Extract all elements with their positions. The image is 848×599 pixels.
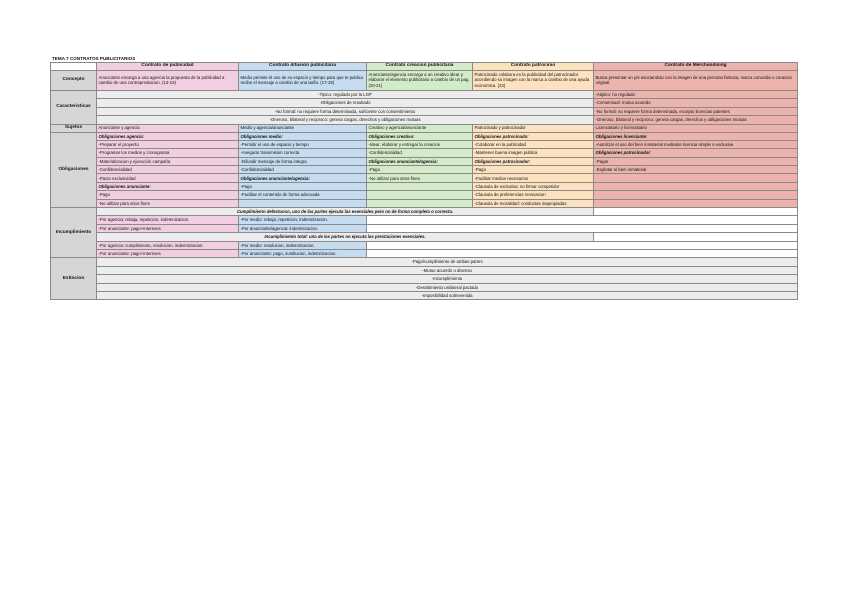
incumplimiento-publicidad[interactable]: -Por anunciante: pago+intereses: [97, 249, 239, 257]
obligacion-creacion[interactable]: [367, 182, 473, 190]
incumplimiento-difusion[interactable]: -Por anunciante: pago, sustitucion, indemnizacion.: [239, 249, 367, 257]
obligacion-creacion[interactable]: Obligaciones creativo:: [367, 132, 473, 140]
sujetos-difusion[interactable]: Medio y agencia/anunciante: [239, 124, 367, 132]
obligacion-creacion[interactable]: Obligaciones anunciante/agencia:: [367, 157, 473, 165]
empty-cell: [594, 208, 798, 216]
row-label-caracteristicas: Caracteristicas: [51, 90, 97, 124]
empty-cell: [367, 249, 798, 257]
obligacion-difusion[interactable]: -Facilitar el contenido de forma adecuada: [239, 191, 367, 199]
obligacion-creacion[interactable]: -Confidencialidad: [367, 149, 473, 157]
obligacion-merchandising[interactable]: [594, 182, 798, 190]
caracteristica-merch[interactable]: -Oneroso, bilateral y reciproco: genera cargas, derechos y obligaciones mutuas: [594, 116, 798, 125]
corner-cell: [51, 62, 97, 70]
empty-cell: [367, 224, 798, 232]
caracteristica-merch[interactable]: -Consensual: mutuo acuerdo: [594, 99, 798, 108]
caracteristica-merch[interactable]: -No formal: no requiere forma determinada, excepto licencias patentes: [594, 107, 798, 116]
header-publicidad[interactable]: Contrato de publicidad: [97, 62, 239, 70]
obligacion-merchandising[interactable]: Obligaciones patrocinador:: [594, 149, 798, 157]
obligacion-patrocinio[interactable]: -Facilitar medios necesarios: [473, 174, 594, 182]
header-patrocinio[interactable]: Contrato patrocinio: [473, 62, 594, 70]
empty-cell: [367, 241, 798, 249]
incumplimiento-difusion[interactable]: -Por anunciante/agencia: indemnizacion.: [239, 224, 367, 232]
obligacion-difusion[interactable]: -Permitir el uso de espacio y tiempo: [239, 140, 367, 148]
obligacion-merchandising[interactable]: [594, 191, 798, 199]
cumplimiento-defectuoso[interactable]: Cumplimiento defectuoso, uno de las partes ejecuta las esenciales pero no de forma completa o correcta.: [97, 208, 594, 216]
row-label-extincion: Extincion: [51, 258, 97, 300]
row-label-sujetos: Sujetos: [51, 124, 97, 132]
obligacion-patrocinio[interactable]: Obligaciones patrocinado:: [473, 132, 594, 140]
obligacion-difusion[interactable]: Obligaciones medio:: [239, 132, 367, 140]
obligacion-creacion[interactable]: -No utilizar para otros fines: [367, 174, 473, 182]
row-label-incumplimiento: Incumplimiento: [51, 208, 97, 258]
incumplimiento-publicidad[interactable]: -Por anunciante: pago+intereses: [97, 224, 239, 232]
obligacion-difusion[interactable]: -Pago: [239, 182, 367, 190]
extincion-item[interactable]: -Desistimiento unilateral pactado: [97, 283, 798, 291]
empty-cell: [367, 216, 798, 224]
obligacion-merchandising[interactable]: [594, 174, 798, 182]
concepto-merchandising[interactable]: Busca presentar un p/s asociandolo con la imagen de una persona famosa, marca conocida o creacion original: [594, 70, 798, 90]
sujetos-creacion[interactable]: Creativo y agencia/anunciante: [367, 124, 473, 132]
obligacion-patrocinio[interactable]: -Mantener buena imagen publica: [473, 149, 594, 157]
header-merchandising[interactable]: Contrato de Merchandising: [594, 62, 798, 70]
incumplimiento-difusion[interactable]: -Por medio: resolucion, indemnizacion.: [239, 241, 367, 249]
incumplimiento-publicidad[interactable]: -Por agencia: cumplimiento, resolucion, indemnizacion.: [97, 241, 239, 249]
obligacion-publicidad[interactable]: Obligaciones agencia:: [97, 132, 239, 140]
obligacion-difusion[interactable]: -Difundir mensaje de forma integra: [239, 157, 367, 165]
row-label-concepto: Concepto: [51, 70, 97, 90]
obligacion-merchandising[interactable]: [594, 199, 798, 207]
obligacion-creacion[interactable]: [367, 199, 473, 207]
sujetos-merchandising[interactable]: Licenciatario y licenciatario: [594, 124, 798, 132]
contracts-table: [50, 55, 798, 300]
obligacion-publicidad[interactable]: -Pacto exclusividad: [97, 174, 239, 182]
obligacion-difusion[interactable]: -Asegurar transmision correcta: [239, 149, 367, 157]
caracteristica-shared[interactable]: -Obligaciones de resultado: [97, 99, 594, 108]
obligacion-publicidad[interactable]: -Programar los medios y cronograma: [97, 149, 239, 157]
obligacion-merchandising[interactable]: -Autorizar el uso del bien inmaterial mediante licencia simple o exclusiva: [594, 140, 798, 148]
obligacion-patrocinio[interactable]: -Clausula de moralidad: conductas inapropiadas: [473, 199, 594, 207]
obligacion-patrocinio[interactable]: -Clausula de exclusiva: no firmar competidor: [473, 182, 594, 190]
obligacion-creacion[interactable]: -Idear, elaborar y entregar la creacion: [367, 140, 473, 148]
obligacion-publicidad[interactable]: -Materializacion y ejecución campaña: [97, 157, 239, 165]
obligacion-difusion[interactable]: -Confidencialidad: [239, 166, 367, 174]
concepto-patrocinio[interactable]: Patrocinado colabora en la publicidad del patrocinador accediendo su imagen con la marca a cambio de una ayuda economica. (22): [473, 70, 594, 90]
spreadsheet: [50, 55, 797, 300]
extincion-item[interactable]: -Imposibilidad sobrevenida: [97, 291, 798, 299]
obligacion-merchandising[interactable]: -Pagar: [594, 157, 798, 165]
sheet-title: TEMA 7 CONTRATOS PUBLICITARIOS: [51, 55, 798, 62]
extincion-item[interactable]: -Incumplimiento: [97, 275, 798, 283]
obligacion-merchandising[interactable]: -Explotar el bien inmaterial: [594, 166, 798, 174]
obligacion-publicidad[interactable]: -No utilizar para otros fines: [97, 199, 239, 207]
empty-cell: [594, 233, 798, 241]
header-difusion[interactable]: Contrato difusion publicitaria: [239, 62, 367, 70]
concepto-publicidad[interactable]: Anunciante encarga a una agencia la propuesta de la publicidad a cambio de una contraprestacion. (13-16): [97, 70, 239, 90]
obligacion-creacion[interactable]: [367, 191, 473, 199]
concepto-difusion[interactable]: Medio permite el uso de su espacio y tiempo para que te publico recibe el mensaje a cambio de una tarifa. (17-19): [239, 70, 367, 90]
header-creacion[interactable]: Contrato creacion publicitaria: [367, 62, 473, 70]
sujetos-patrocinio[interactable]: Patrocinado y patrocinador: [473, 124, 594, 132]
obligacion-publicidad[interactable]: Obligaciones anunciante:: [97, 182, 239, 190]
sujetos-publicidad[interactable]: Anunciante y agencia: [97, 124, 239, 132]
row-label-obligaciones: Obligaciones: [51, 132, 97, 208]
obligacion-merchandising[interactable]: Obligaciones licenciante:: [594, 132, 798, 140]
incumplimiento-total[interactable]: Incumplimiento total: una de las partes no ejecuta las prestaciones esenciales.: [97, 233, 594, 241]
obligacion-patrocinio[interactable]: -Clausula de preferencias renovacion: [473, 191, 594, 199]
caracteristica-merch[interactable]: -Atipico: no regulado: [594, 90, 798, 99]
obligacion-patrocinio[interactable]: -Pago: [473, 166, 594, 174]
obligacion-creacion[interactable]: -Pago: [367, 166, 473, 174]
caracteristica-shared[interactable]: -Oneroso, bilateral y reciproco: genera cargas, derechos y obligaciones mutuas: [97, 116, 594, 125]
extincion-item[interactable]: -Pago/cumplimiento de ambas partes: [97, 258, 798, 266]
obligacion-publicidad[interactable]: -Pago: [97, 191, 239, 199]
incumplimiento-difusion[interactable]: -Por medio: rebaja, repeticion, indemnizacion.: [239, 216, 367, 224]
incumplimiento-publicidad[interactable]: -Por agencia: rebaja, repeticion, indemnizacion.: [97, 216, 239, 224]
obligacion-publicidad[interactable]: -Confidencialidad: [97, 166, 239, 174]
concepto-creacion[interactable]: Anunciante/agencia encarga a un creativo idear y elaborar el elemento publicitario a cambio de un pag. (20-21): [367, 70, 473, 90]
obligacion-patrocinio[interactable]: Obligaciones patrocinador:: [473, 157, 594, 165]
obligacion-publicidad[interactable]: -Preparar el proyecto: [97, 140, 239, 148]
obligacion-difusion[interactable]: [239, 199, 367, 207]
obligacion-patrocinio[interactable]: -Colaborar en la publicidad: [473, 140, 594, 148]
extincion-item[interactable]: -Mutuo acuerdo o disenso: [97, 266, 798, 274]
obligacion-difusion[interactable]: Obligaciones anunciante/agencia:: [239, 174, 367, 182]
caracteristica-shared[interactable]: -No formal: no requiere forma determinada, suficiente con consentimiento: [97, 107, 594, 116]
caracteristica-shared[interactable]: -Tipico: regulado por la LGP: [97, 90, 594, 99]
